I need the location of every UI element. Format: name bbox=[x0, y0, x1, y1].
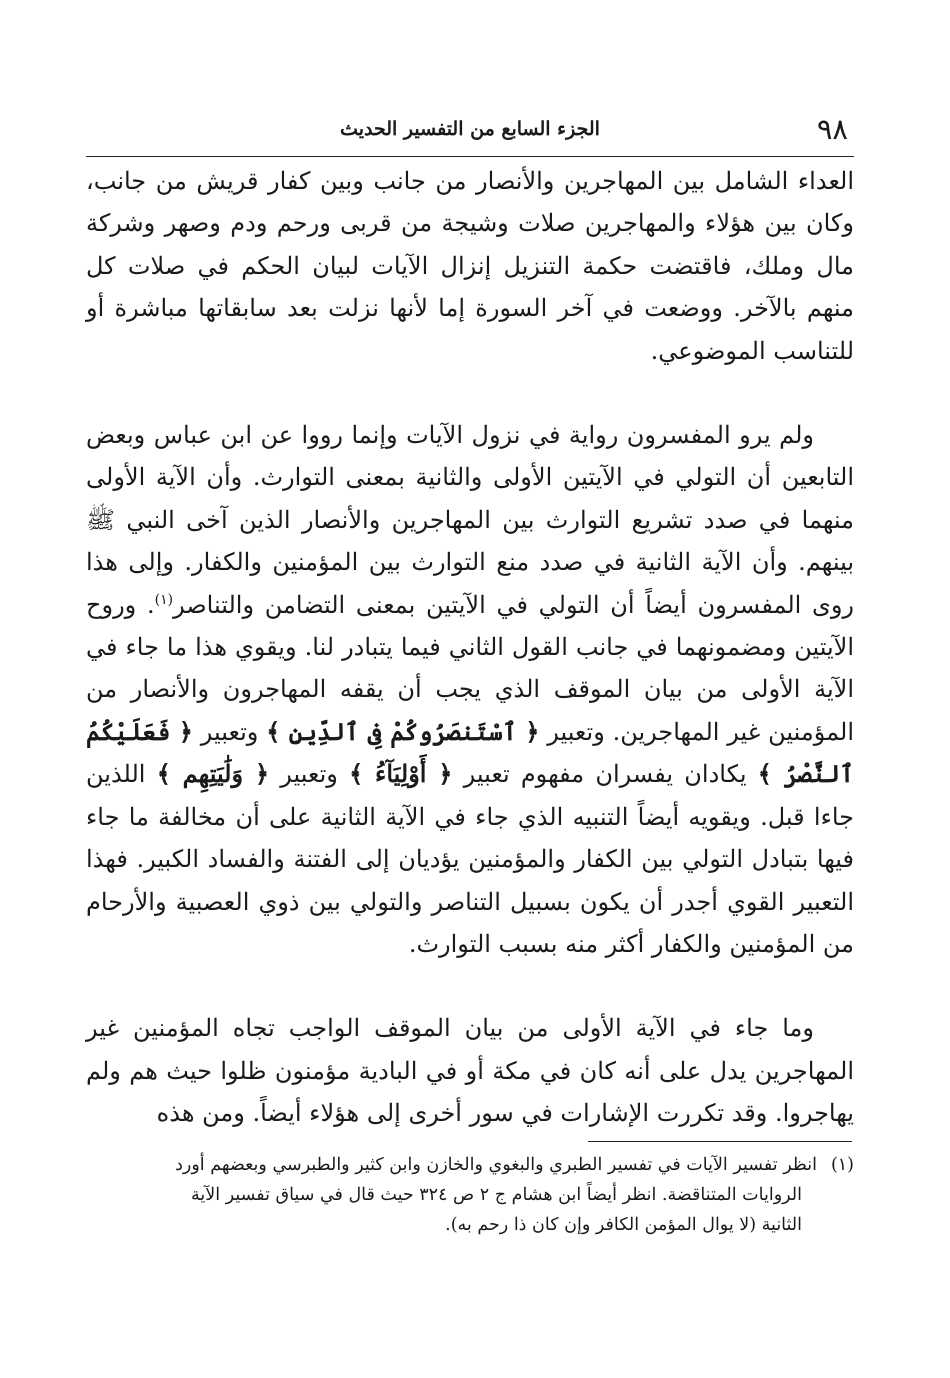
footnotes bbox=[86, 1150, 854, 1240]
footnote-text-1: انظر تفسير الآيات في تفسير الطبري والبغوي والخازن وابن كثير والطبرسي وبعضهم أورد bbox=[175, 1155, 817, 1175]
paragraph-2-text-3: وتعبير bbox=[200, 717, 259, 746]
paragraph-2-text-5: وتعبير bbox=[280, 760, 338, 789]
paragraph-1: العداء الشامل بين المهاجرين والأنصار من جانب وبين كفار قريش من جانب، وكان بين هؤلاء والمهاجرين صلات وشيجة من قربى ورحم ودم وصهر وشركة مال وملك، فاقتضت حكمة التنزيل إنزال الآيات لبيان الحكم في صلات كل منهم بالآخر. ووضعت في آخر السورة إما لأنها نزلت بعد سابقاتها مباشرة أو للتناسب الموضوعي. bbox=[86, 167, 855, 365]
paragraph-2-text-1: ولم يرو المفسرون رواية في نزول الآيات وإنما رووا عن ابن عباس وبعض التابعين أن التولي في الآيتين الأولى والثانية بمعنى التوارث. وأن الآية الأولى منهما في صدد تشريع التوارث بين المهاجرين والأنصار الذين آخى النبي ﷺ بينهم. وأن الآية الثانية في صدد منع التوارث بين المؤمنين والكفار. وإلى هذا روى المفسرون أيضاً أن التولي في الآيتين بمعنى التضامن والتناصر bbox=[86, 421, 855, 619]
quran-quote-1: ﴿ ٱسْتَنصَرُوكُمْ فِى ٱلدِّينِ ﴾ bbox=[266, 716, 540, 746]
footnote-line-1 bbox=[86, 1150, 854, 1180]
footnote-separator bbox=[588, 1141, 852, 1142]
paragraph-2-text-2: . وروح الآيتين ومضمونهما في جانب القول الثاني فيما يتبادر لنا. ويقوي هذا ما جاء في الآية الأولى من بيان الموقف الذي يجب أن يقفه المهاجرون والأنصار من المؤمنين غير المهاجرين. وتعبير bbox=[86, 590, 855, 746]
running-title: الجزء السابع من التفسير الحديث bbox=[340, 118, 600, 140]
footnote-marker: (١) bbox=[830, 1155, 854, 1175]
page-number: ٩٨ bbox=[816, 112, 848, 146]
page-header bbox=[86, 108, 854, 157]
main-text bbox=[86, 160, 854, 1135]
paragraph-2-text-4: يكادان يفسران مفهوم تعبير bbox=[463, 760, 747, 789]
paragraph-2 bbox=[86, 414, 854, 965]
quran-quote-4: ﴿ وَلَٰيَتِهِم ﴾ bbox=[156, 759, 270, 789]
paragraph-3: وما جاء في الآية الأولى من بيان الموقف الواجب تجاه المؤمنين غير المهاجرين يدل على أنه كان في مكة أو في البادية مؤمنون ظلوا حيث هم ولم يهاجروا. وقد تكررت الإشارات في سور أخرى إلى هؤلاء أيضاً. ومن هذه bbox=[86, 1014, 854, 1128]
footnote-line-2: الروايات المتناقضة. انظر أيضاً ابن هشام ج ٢ ص ٣٢٤ حيث قال في سياق تفسير الآية bbox=[191, 1185, 802, 1205]
quran-quote-2: ﴿ فَعَلَيْكُمُ ٱلنَّصْرُ ﴾ bbox=[86, 716, 855, 789]
quran-quote-3: ﴿ أَوْلِيَآءُ ﴾ bbox=[349, 759, 453, 789]
footnote-reference: (١) bbox=[154, 591, 174, 608]
paragraph-2-text-6: اللذين جاءا قبل. ويقويه أيضاً التنبيه الذي جاء في الآية الثانية على أن مخالفة ما جاء فيها بتبادل التولي بين الكفار والمؤمنين يؤديان إلى الفتنة والفساد الكبير. فهذا التعبير القوي أجدر أن يكون بسبيل التناصر والتولي بين ذوي العصبية والأرحام من المؤمنين والكفار أكثر منه بسبب التوارث. bbox=[86, 760, 854, 958]
footnote-line-3: الثانية (لا يوال المؤمن الكافر وإن كان ذا رحم به). bbox=[445, 1215, 802, 1235]
